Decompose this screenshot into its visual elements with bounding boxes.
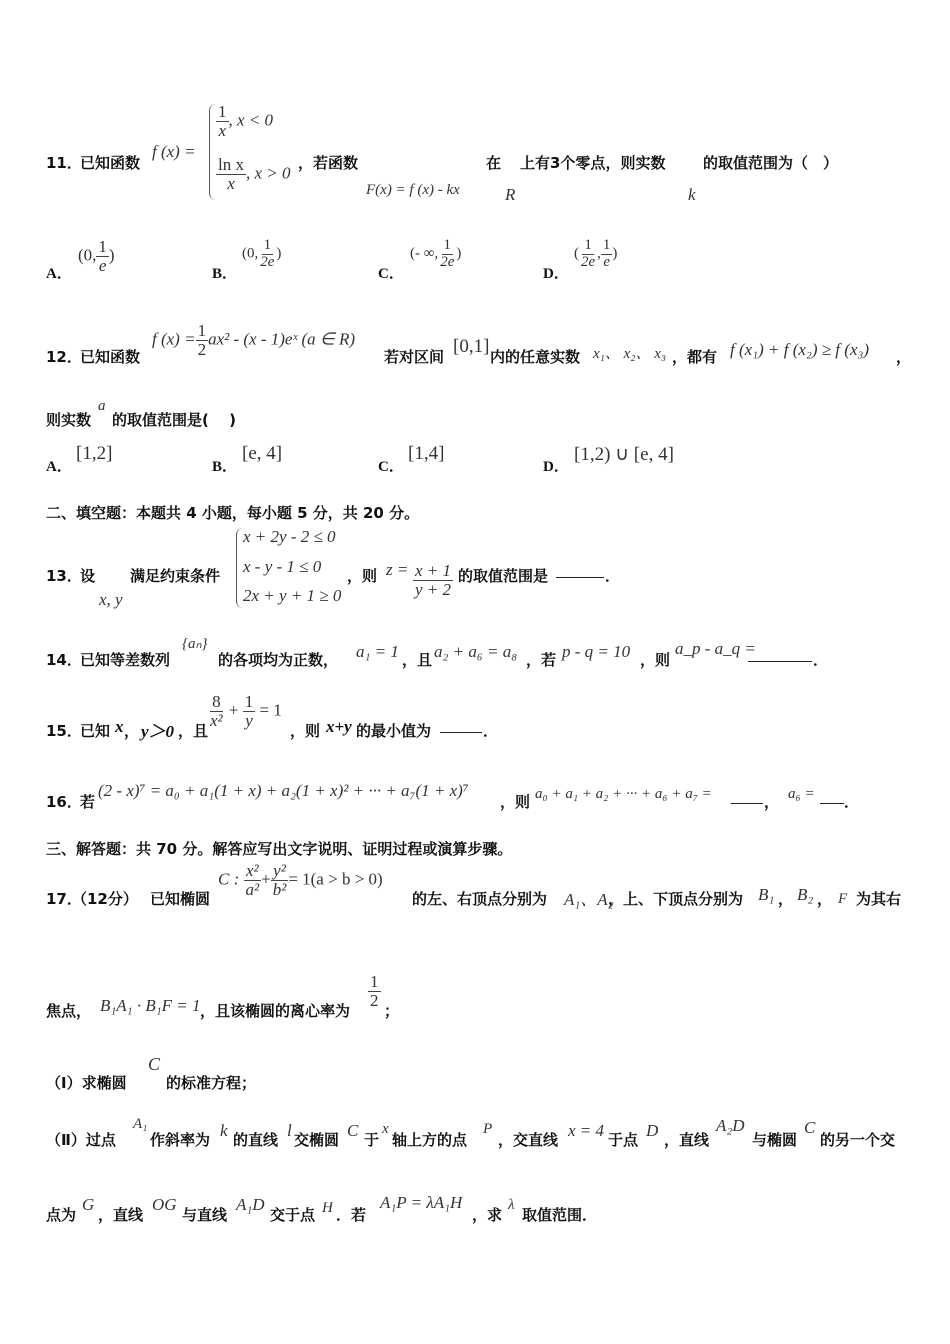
q13-text-2: ，则 [347,567,378,585]
q14-text-1: 的各项均为正数， [218,651,339,669]
q14-answer-blank[interactable] [748,647,812,662]
q13-answer-blank[interactable] [556,563,604,578]
q16-number: 16． [46,793,82,811]
q11-option-c-label: C． [378,266,404,282]
q11-number: 11． [46,154,82,172]
q12-number: 12． [46,348,82,366]
q11-F-expr: F(x) = f (x) - kx [366,182,460,198]
q12-option-d-label: D． [543,459,569,475]
q15-tail: 的最小值为 [356,722,432,740]
q11-option-c-value: (- ∞, $\frac{1}{2e}$ ) [410,237,462,270]
q17-eccentricity: $\frac{1}{2}$ [370,972,379,1010]
q12-comma: ， [896,348,912,366]
section-3-heading: 三、解答题：共 70 分。解答应写出文字说明、证明过程或演算步骤。 [46,840,513,858]
q13-tail: 的取值范围是 [458,567,549,585]
q11-option-b-value: (0, $\frac{1}{2e}$ ) [242,237,282,270]
q16-expansion: (2 - x)⁷ = a₀ + a₁(1 + x) + a₂(1 + x)² + ··· + a₇(1 + x)⁷ [98,781,469,800]
q12-line2-pre: 则实数 [46,411,92,429]
q12-text-3: ，都有 [672,348,718,366]
q17-text-1: 的左、右顶点分别为 [412,890,548,908]
q17-B2: B₂ [797,885,814,904]
q17-part-1: （Ⅰ）求椭圆 [46,1074,127,1092]
q17-lambda-equation: A₁P = λA₁H [380,1193,463,1212]
q15-x: x [115,717,124,736]
q12-option-c-label: C． [378,459,404,475]
q17-number: 17． [46,890,82,908]
q12-vars: x₁、 x₂、 x₃ [593,346,667,362]
q12-option-b-label: B． [212,459,238,475]
q16-answer-blank-2[interactable] [820,789,844,804]
q17-text-3: 为其右 [856,890,902,908]
q15-text-2: ，则 [290,722,321,740]
q11-text-2: 在 [486,154,502,172]
q17-part-2: （Ⅱ）过点 [46,1131,116,1149]
q11-option-b-label: B． [212,266,238,282]
q15-y-condition: y＞0 [141,722,175,741]
q14-text-4: ，则 [640,651,671,669]
q16-a6: a₆ = [788,786,815,802]
q16-text-1: ，则 [500,793,531,811]
q17-dot-product: B₁A₁ · B₁F = 1 [100,996,201,1015]
q12-option-a-label: A． [46,459,72,475]
q17-A12: A₁、A₂ [564,890,614,909]
q12-function: f (x) = $\frac{1}{2}$ ax² - (x - 1)eˣ (a ∈ R) [152,321,356,359]
q13-constraint-3: 2x + y + 1 ≥ 0 [243,586,342,605]
q12-option-a-value: [1,2] [76,443,113,464]
q17-part1-C: C [148,1054,161,1074]
q12-option-d-value: [1,2) ∪ [e, 4] [574,444,674,465]
q11-case1-frac: $\frac{1}{x}$ [218,102,227,140]
q15-equation: $\frac{8}{\text{x²}}$ + $\frac{1}{y}$ = 1 [210,692,282,730]
q13-z-label: z = [386,560,409,579]
q16-lead: 若 [80,793,96,811]
q15-answer-blank[interactable] [440,718,482,733]
q15-xy: x+y [326,717,352,736]
q12-text-2: 内的任意实数 [490,348,581,366]
q14-relation: a₂ + a₆ = a₈ [434,642,518,661]
q11-text-3: 上有3个零点，则实数 [520,154,666,172]
q14-text-3: ，若 [526,651,557,669]
q12-interval: [0,1] [453,336,490,357]
q11-case1-cond: , x < 0 [228,110,274,130]
q14-difference: a_p - a_q = [675,639,756,658]
q17-line2-mid: ，且该椭圆的离心率为 [200,1002,351,1020]
q14-text-2: ，且 [402,651,433,669]
q14-number: 14． [46,651,82,669]
section-2-heading: 二、填空题：本题共 4 小题，每小题 5 分，共 20 分。 [46,504,420,522]
q12-option-c-value: [1,4] [408,443,445,464]
q15-text-1: ，且 [178,722,209,740]
q17-ellipse-equation: C : $\frac{\text{x²}}{\text{a²}}$ + $\frac{\text{y²}}{\text{b²}}$ = 1(a > b > 0) [218,861,383,899]
q17-line2-pre: 焦点， [46,1002,92,1020]
q12-lead: 已知函数 [80,348,141,366]
q11-text-1: ，若函数 [298,154,359,172]
q13-constraint-1: x + 2y - 2 ≤ 0 [243,527,336,546]
q11-k: k [688,185,696,204]
q11-option-a-label: A． [46,266,72,282]
q13-z-frac: $\frac{x + 1}{y + 2}$ [415,561,452,599]
q17-lead: 已知椭圆 [150,890,211,908]
q13-lead: 设 [80,567,96,585]
q16-sum: a₀ + a₁ + a₂ + ··· + a₆ + a₇ = [535,786,712,802]
q12-option-b-value: [e, 4] [242,443,283,464]
piecewise-brace [209,104,216,200]
q11-case2-cond: , x > 0 [245,163,291,183]
q12-a: a [98,398,106,414]
q11-lead: 已知函数 [80,154,141,172]
q12-inequality: f (x₁) + f (x₂) ≥ f (x₃) [730,340,870,359]
q17-points: （12分） [72,890,138,908]
q11-case2-frac: $\frac{\text{ln x}}{x}$ [218,155,244,193]
q13-vars: x, y [99,590,123,609]
q17-B1: B₁ [758,885,775,904]
q13-text-1: 满足约束条件 [130,567,221,585]
q11-option-d-value: ( $\frac{1}{2e}$ , $\frac{1}{e}$ ) [574,237,618,270]
q13-constraint-2: x - y - 1 ≤ 0 [243,557,322,576]
q15-number: 15． [46,722,82,740]
q11-option-a-value: (0, $\frac{1}{e}$ ) [78,237,115,275]
q17-text-2: ，上、下顶点分别为 [608,890,744,908]
q12-line2-post: 的取值范围是( ) [112,411,236,429]
q11-R: R [505,185,516,204]
q15-lead: 已知 [80,722,111,740]
q11-text-4: 的取值范围为（ ） [703,154,839,172]
q12-text-1: 若对区间 [384,348,445,366]
q14-lead: 已知等差数列 [80,651,171,669]
q14-a1: a₁ = 1 [356,642,399,661]
q16-answer-blank-1[interactable] [731,789,763,804]
q11-option-d-label: D． [543,266,569,282]
q14-sequence: {aₙ} [182,636,208,652]
q13-number: 13． [46,567,82,585]
constraint-brace [236,528,243,608]
q17-F: F [838,891,848,907]
q11-f-label: f (x) = [152,142,196,161]
q14-pq: p - q = 10 [562,642,631,661]
